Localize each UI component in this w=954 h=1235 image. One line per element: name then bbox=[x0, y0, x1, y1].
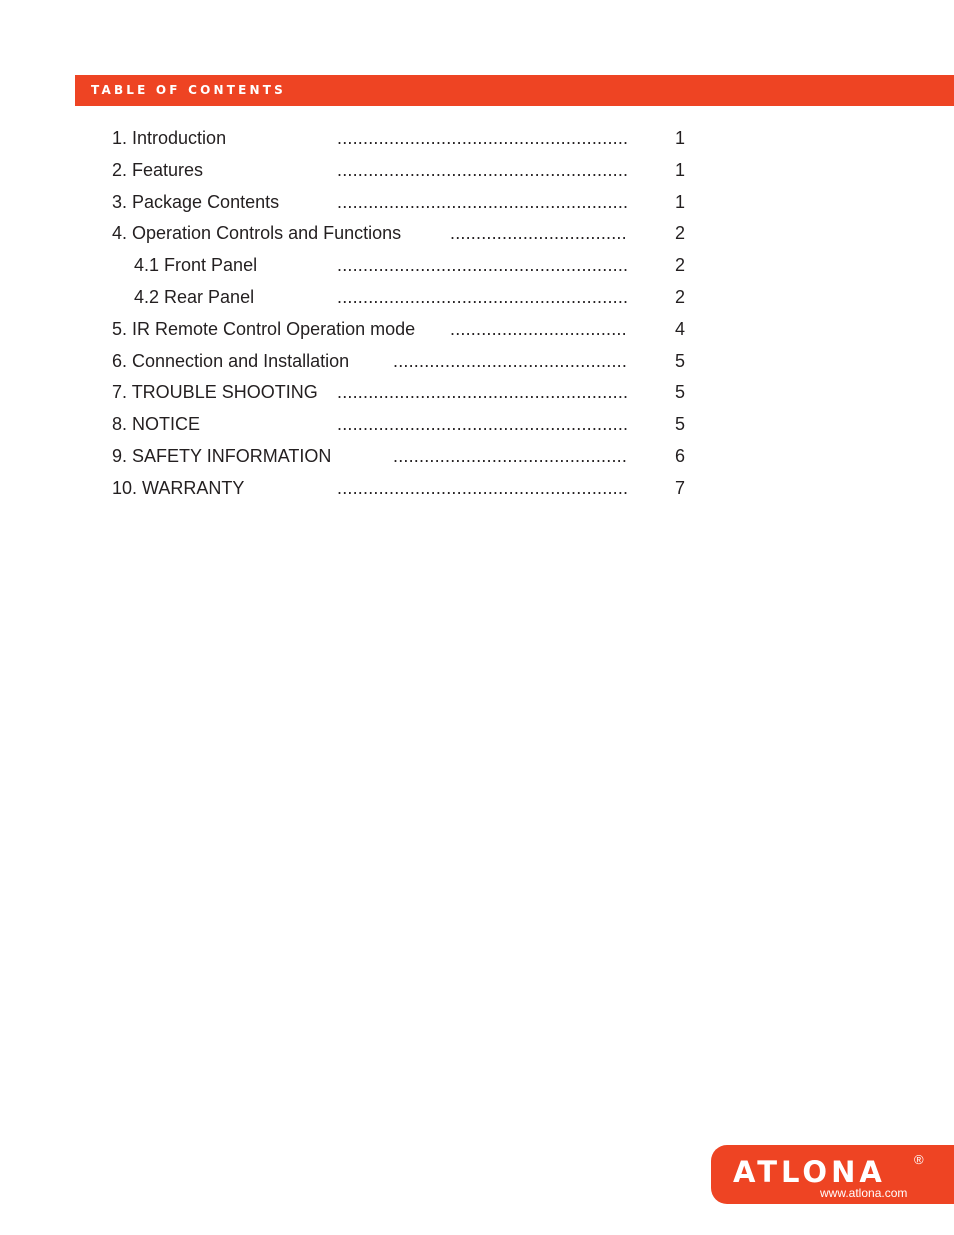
toc-entry[interactable] bbox=[0, 253, 954, 277]
toc-entry[interactable] bbox=[0, 221, 954, 245]
toc-page-number: 1 bbox=[674, 128, 685, 148]
toc-entry-label: 9. SAFETY INFORMATION bbox=[112, 446, 332, 466]
toc-leader-dots: ........................................................ bbox=[337, 255, 628, 275]
toc-leader-dots: ........................................................ bbox=[337, 478, 628, 498]
toc-leader-dots: ........................................................ bbox=[337, 192, 628, 212]
section-header-bar bbox=[75, 75, 954, 106]
toc-page-number: 2 bbox=[674, 223, 685, 243]
toc-leader-dots: ........................................................ bbox=[337, 382, 628, 402]
toc-page-number: 4 bbox=[674, 319, 685, 339]
toc-page-number: 5 bbox=[674, 382, 685, 402]
toc-page-number: 7 bbox=[674, 478, 685, 498]
website-url[interactable]: www.atlona.com bbox=[820, 1186, 908, 1200]
toc-leader-dots: ........................................................ bbox=[337, 414, 628, 434]
toc-page-number: 6 bbox=[674, 446, 685, 466]
toc-entry[interactable] bbox=[0, 380, 954, 404]
logo-wordmark: ATLONA bbox=[733, 1155, 886, 1189]
toc-entry-label: 7. TROUBLE SHOOTING bbox=[112, 382, 318, 402]
toc-entry-label: 10. WARRANTY bbox=[112, 478, 245, 498]
section-title: TABLE OF CONTENTS bbox=[91, 83, 286, 97]
toc-page-number: 5 bbox=[674, 351, 685, 371]
toc-leader-dots: ............................................. bbox=[393, 446, 627, 466]
toc-leader-dots: .................................. bbox=[450, 319, 627, 339]
toc-entry[interactable] bbox=[0, 317, 954, 341]
registered-mark: ® bbox=[914, 1152, 924, 1167]
toc-entry-label: 4. Operation Controls and Functions bbox=[112, 223, 402, 243]
toc-page-number: 2 bbox=[674, 287, 685, 307]
toc-entry-label: 3. Package Contents bbox=[112, 192, 280, 212]
toc-entry[interactable] bbox=[0, 349, 954, 373]
toc-entry-label: 4.1 Front Panel bbox=[134, 255, 258, 275]
toc-entry[interactable] bbox=[0, 158, 954, 182]
toc-page-number: 1 bbox=[674, 160, 685, 180]
toc-entry[interactable] bbox=[0, 285, 954, 309]
toc-leader-dots: ............................................. bbox=[393, 351, 627, 371]
toc-entry-label: 6. Connection and Installation bbox=[112, 351, 350, 371]
toc-entry-label: 5. IR Remote Control Operation mode bbox=[112, 319, 416, 339]
toc-page-number: 5 bbox=[674, 414, 685, 434]
toc-leader-dots: ........................................................ bbox=[337, 128, 628, 148]
toc-entry[interactable] bbox=[0, 476, 954, 500]
toc-leader-dots: ........................................................ bbox=[337, 287, 628, 307]
toc-entry-label: 1. Introduction bbox=[112, 128, 227, 148]
toc-entry[interactable] bbox=[0, 444, 954, 468]
toc-entry-label: 4.2 Rear Panel bbox=[134, 287, 255, 307]
toc-entry-label: 2. Features bbox=[112, 160, 204, 180]
toc-page-number: 1 bbox=[674, 192, 685, 212]
toc-entry[interactable] bbox=[0, 412, 954, 436]
toc-entry[interactable] bbox=[0, 126, 954, 150]
atlona-logo bbox=[711, 1145, 954, 1204]
toc-leader-dots: ........................................................ bbox=[337, 160, 628, 180]
toc-leader-dots: .................................. bbox=[450, 223, 627, 243]
toc-page-number: 2 bbox=[674, 255, 685, 275]
toc-entry[interactable] bbox=[0, 190, 954, 214]
toc-entry-label: 8. NOTICE bbox=[112, 414, 201, 434]
